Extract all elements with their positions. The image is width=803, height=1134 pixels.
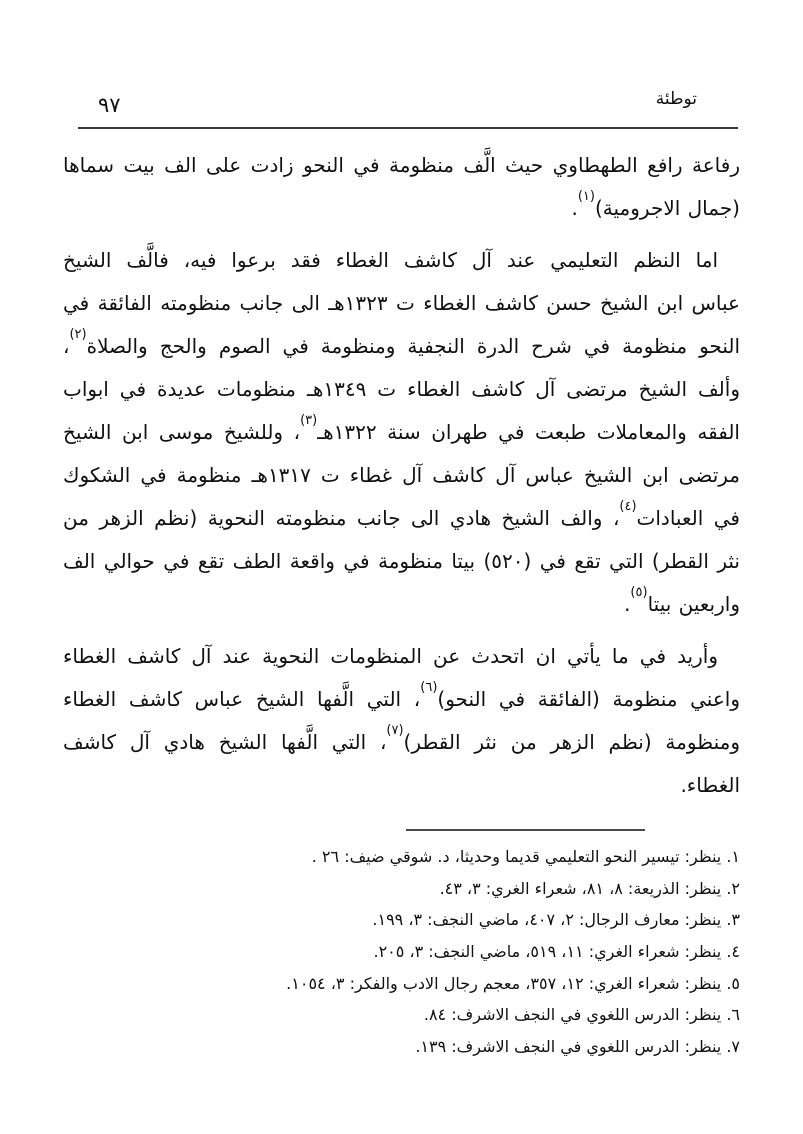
body-line: الغطاء. xyxy=(680,773,740,797)
body-line: مرتضى ابن الشيخ عباس آل كاشف آل غطاء ت ١٣١٧هـ منظومة في الشكوك xyxy=(63,463,741,487)
body-line: النحو منظومة في شرح الدرة النجفية ومنظومة في الصوم والحج والصلاة$^{(٢)}$، xyxy=(63,327,740,358)
footnote-marker: (٦) xyxy=(420,680,438,696)
footnote-marker: (٧) xyxy=(386,723,404,739)
body-line: واربعين بيتا$^{(٥)}$. xyxy=(624,585,740,616)
body-line: في العبادات$^{(٤)}$، والف الشيخ هادي الى جانب منظومته النحوية (نظم الزهر من xyxy=(63,499,740,530)
footnote-marker: (٥) xyxy=(630,585,648,601)
body-line: نثر القطر) التي تقع في (٥٢٠) بيتا منظومة في واقعة الطف تقع في حوالي الف xyxy=(63,549,740,573)
footnote-item: ١. ينظر: تيسير النحو التعليمي قديما وحديثا، د. شوقي ضيف: ٢٦ . xyxy=(311,847,740,866)
footnote-separator-rule xyxy=(406,829,645,831)
footnote-marker: (٢) xyxy=(69,327,87,343)
body-line: وألف الشيخ مرتضى آل كاشف الغطاء ت ١٣٤٩هـ منظومات عديدة في ابواب xyxy=(63,377,740,401)
body-line: رفاعة رافع الطهطاوي حيث الَّف منظومة في النحو زادت على الف بيت سماها xyxy=(63,153,740,177)
body-line: (جمال الاجرومية)$^{(١)}$. xyxy=(571,189,740,220)
body-line: واعني منظومة (الفائقة في النحو)$^{(٦)}$، التي الَّفها الشيخ عباس كاشف الغطاء xyxy=(63,680,740,711)
body-line: ومنظومة (نظم الزهر من نثر القطر)$^{(٧)}$، التي الَّفها الشيخ هادي آل كاشف xyxy=(63,723,740,754)
footnote-marker: (٣) xyxy=(300,413,318,429)
footnote-item: ٣. ينظر: معارف الرجال: ٢، ٤٠٧، ماضي النجف: ٣، ١٩٩. xyxy=(372,910,740,930)
footnote-item: ٥. ينظر: شعراء الغري: ١٢، ٣٥٧، معجم رجال الادب والفكر: ٣، ١٠٥٤. xyxy=(286,973,740,993)
footnote-item: ٦. ينظر: الدرس اللغوي في النجف الاشرف: ٨٤. xyxy=(423,1005,740,1025)
footnote-item: ٢. ينظر: الذريعة: ٨، ٨١، شعراء الغري: ٣، ٤٣. xyxy=(439,878,740,898)
body-text xyxy=(63,144,740,807)
footnote-item: ٤. ينظر: شعراء الغري: ١١، ٥١٩، ماضي النجف: ٣، ٢٠٥. xyxy=(373,942,740,962)
footnote-item: ٧. ينظر: الدرس اللغوي في النجف الاشرف: ١٣٩. xyxy=(415,1037,740,1057)
paragraph xyxy=(63,239,740,626)
running-title: توطئة xyxy=(655,89,697,109)
body-line: عباس ابن الشيخ حسن كاشف الغطاء ت ١٣٢٣هـ الى جانب منظومته الفائقة في xyxy=(63,291,740,315)
footnotes xyxy=(63,841,740,1063)
footnote-marker: (١) xyxy=(577,189,595,205)
header-rule xyxy=(78,127,738,129)
paragraph xyxy=(63,635,740,807)
body-line: وأريد في ما يأتي ان اتحدث عن المنظومات النحوية عند آل كاشف الغطاء xyxy=(63,644,718,668)
body-line: الفقه والمعاملات طبعت في طهران سنة ١٣٢٢هـ$^{(٣)}$، وللشيخ موسى ابن الشيخ xyxy=(63,413,740,444)
body-line: اما النظم التعليمي عند آل كاشف الغطاء فقد برعوا فيه، فالَّف الشيخ xyxy=(63,248,718,272)
footnote-marker: (٤) xyxy=(619,499,637,515)
page-number: ٩٧ xyxy=(98,93,121,117)
paragraph xyxy=(63,144,740,230)
